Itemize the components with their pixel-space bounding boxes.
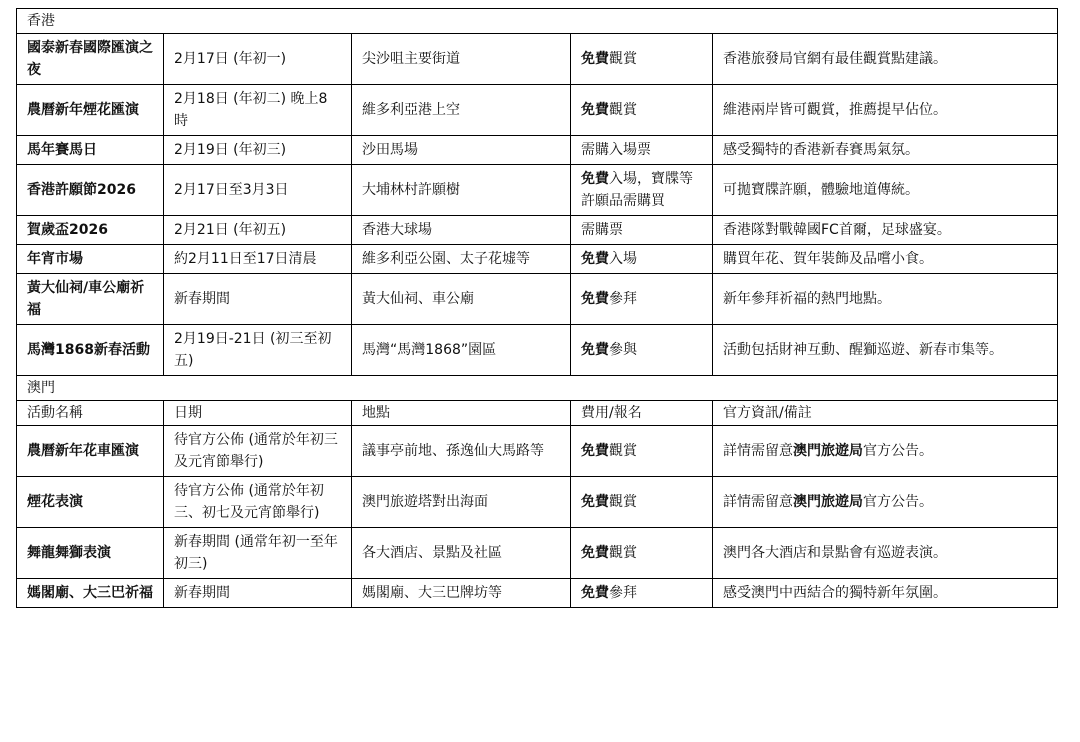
event-row	[17, 245, 1058, 274]
event-row	[17, 85, 1058, 136]
event-name: 香港許願節2026	[17, 165, 164, 216]
event-fee	[571, 579, 713, 608]
event-date: 約2月11日至17日清晨	[164, 245, 352, 274]
event-fee	[571, 274, 713, 325]
note-text: 香港隊對戰韓國FC首爾，足球盛宴。	[723, 222, 951, 238]
event-note	[713, 325, 1058, 376]
event-date: 新春期間	[164, 274, 352, 325]
event-name: 舞龍舞獅表演	[17, 528, 164, 579]
fee-detail: 參拜	[609, 585, 637, 601]
note-text: 澳門各大酒店和景點會有巡遊表演。	[723, 545, 947, 561]
event-note	[713, 165, 1058, 216]
event-note	[713, 34, 1058, 85]
fee-free-label: 免費	[581, 585, 609, 601]
fee-free-label: 免費	[581, 102, 609, 118]
events-table-container	[16, 8, 1057, 608]
event-fee	[571, 34, 713, 85]
event-note	[713, 245, 1058, 274]
event-row	[17, 426, 1058, 477]
events-table	[16, 8, 1058, 608]
column-header-row	[17, 401, 1058, 426]
event-row	[17, 274, 1058, 325]
fee-free-label: 免費	[581, 342, 609, 358]
fee-detail: 觀賞	[609, 494, 637, 510]
event-row	[17, 165, 1058, 216]
event-place: 馬灣“馬灣1868”園區	[352, 325, 571, 376]
event-name: 馬年賽馬日	[17, 136, 164, 165]
event-name: 煙花表演	[17, 477, 164, 528]
fee-free-label: 免費	[581, 291, 609, 307]
event-fee	[571, 245, 713, 274]
note-text: 可拋寶牒許願，體驗地道傳統。	[723, 182, 919, 198]
event-row	[17, 136, 1058, 165]
event-date: 新春期間	[164, 579, 352, 608]
note-text: 詳情需留意	[723, 443, 793, 459]
event-date: 2月21日 (年初五)	[164, 216, 352, 245]
event-row	[17, 325, 1058, 376]
event-date: 2月18日 (年初二) 晚上8時	[164, 85, 352, 136]
event-date: 2月19日 (年初三)	[164, 136, 352, 165]
event-place: 香港大球場	[352, 216, 571, 245]
fee-detail: 參與	[609, 342, 637, 358]
column-header: 活動名稱	[17, 401, 164, 426]
note-text: 詳情需留意	[723, 494, 793, 510]
fee-free-label: 免費	[581, 545, 609, 561]
event-name: 賀歲盃2026	[17, 216, 164, 245]
section-label-macau: 澳門	[17, 376, 1058, 401]
fee-detail: 需購票	[581, 222, 623, 238]
event-name: 黃大仙祠/車公廟祈福	[17, 274, 164, 325]
event-date: 待官方公佈 (通常於年初三、初七及元宵節舉行)	[164, 477, 352, 528]
event-name: 年宵市場	[17, 245, 164, 274]
event-name: 馬灣1868新春活動	[17, 325, 164, 376]
event-date: 新春期間 (通常年初一至年初三)	[164, 528, 352, 579]
event-note	[713, 426, 1058, 477]
note-text: 購買年花、賀年裝飾及品嚐小食。	[723, 251, 933, 267]
fee-free-label: 免費	[581, 171, 609, 187]
fee-free-label: 免費	[581, 443, 609, 459]
event-note	[713, 136, 1058, 165]
section-row-hongkong	[17, 9, 1058, 34]
event-date: 2月17日 (年初一)	[164, 34, 352, 85]
note-highlight: 澳門旅遊局	[793, 494, 863, 510]
event-fee	[571, 216, 713, 245]
events-table-body	[17, 9, 1058, 608]
event-place: 沙田馬場	[352, 136, 571, 165]
event-place: 尖沙咀主要街道	[352, 34, 571, 85]
fee-detail: 觀賞	[609, 51, 637, 67]
note-text: 香港旅發局官網有最佳觀賞點建議。	[723, 51, 947, 67]
note-text-end: 官方公告。	[863, 443, 933, 459]
event-place: 大埔林村許願樹	[352, 165, 571, 216]
event-name: 農曆新年花車匯演	[17, 426, 164, 477]
fee-free-label: 免費	[581, 494, 609, 510]
fee-detail: 參拜	[609, 291, 637, 307]
event-fee	[571, 85, 713, 136]
event-place: 黃大仙祠、車公廟	[352, 274, 571, 325]
event-fee	[571, 165, 713, 216]
note-text: 活動包括財神互動、醒獅巡遊、新春市集等。	[723, 342, 1003, 358]
column-header: 地點	[352, 401, 571, 426]
event-name: 媽閣廟、大三巴祈福	[17, 579, 164, 608]
fee-free-label: 免費	[581, 251, 609, 267]
note-text: 感受澳門中西結合的獨特新年氛圍。	[723, 585, 947, 601]
event-place: 議事亭前地、孫逸仙大馬路等	[352, 426, 571, 477]
event-note	[713, 477, 1058, 528]
note-highlight: 澳門旅遊局	[793, 443, 863, 459]
fee-detail: 觀賞	[609, 443, 637, 459]
event-place: 維多利亞公園、太子花墟等	[352, 245, 571, 274]
section-row-macau	[17, 376, 1058, 401]
event-row	[17, 528, 1058, 579]
fee-detail: 入場	[609, 251, 637, 267]
section-label-hongkong: 香港	[17, 9, 1058, 34]
event-date: 2月17日至3月3日	[164, 165, 352, 216]
fee-free-label: 免費	[581, 51, 609, 67]
event-fee	[571, 325, 713, 376]
note-text: 新年參拜祈福的熱門地點。	[723, 291, 891, 307]
column-header: 官方資訊/備註	[713, 401, 1058, 426]
event-row	[17, 579, 1058, 608]
note-text-end: 官方公告。	[863, 494, 933, 510]
event-row	[17, 477, 1058, 528]
event-place: 各大酒店、景點及社區	[352, 528, 571, 579]
event-note	[713, 85, 1058, 136]
event-date: 2月19日-21日 (初三至初五)	[164, 325, 352, 376]
event-fee	[571, 528, 713, 579]
event-name: 農曆新年煙花匯演	[17, 85, 164, 136]
column-header: 日期	[164, 401, 352, 426]
event-fee	[571, 426, 713, 477]
event-name: 國泰新春國際匯演之夜	[17, 34, 164, 85]
event-note	[713, 216, 1058, 245]
fee-detail: 需購入場票	[581, 142, 651, 158]
event-note	[713, 579, 1058, 608]
fee-detail: 觀賞	[609, 102, 637, 118]
fee-detail: 觀賞	[609, 545, 637, 561]
event-fee	[571, 477, 713, 528]
event-fee	[571, 136, 713, 165]
note-text: 感受獨特的香港新春賽馬氣氛。	[723, 142, 919, 158]
event-place: 澳門旅遊塔對出海面	[352, 477, 571, 528]
event-note	[713, 528, 1058, 579]
event-note	[713, 274, 1058, 325]
event-date: 待官方公佈 (通常於年初三及元宵節舉行)	[164, 426, 352, 477]
event-place: 媽閣廟、大三巴牌坊等	[352, 579, 571, 608]
column-header: 費用/報名	[571, 401, 713, 426]
note-text: 維港兩岸皆可觀賞，推薦提早佔位。	[723, 102, 947, 118]
event-row	[17, 216, 1058, 245]
event-row	[17, 34, 1058, 85]
fee-detail: 入場，寶牒等許願品需購買	[581, 171, 693, 209]
event-place: 維多利亞港上空	[352, 85, 571, 136]
